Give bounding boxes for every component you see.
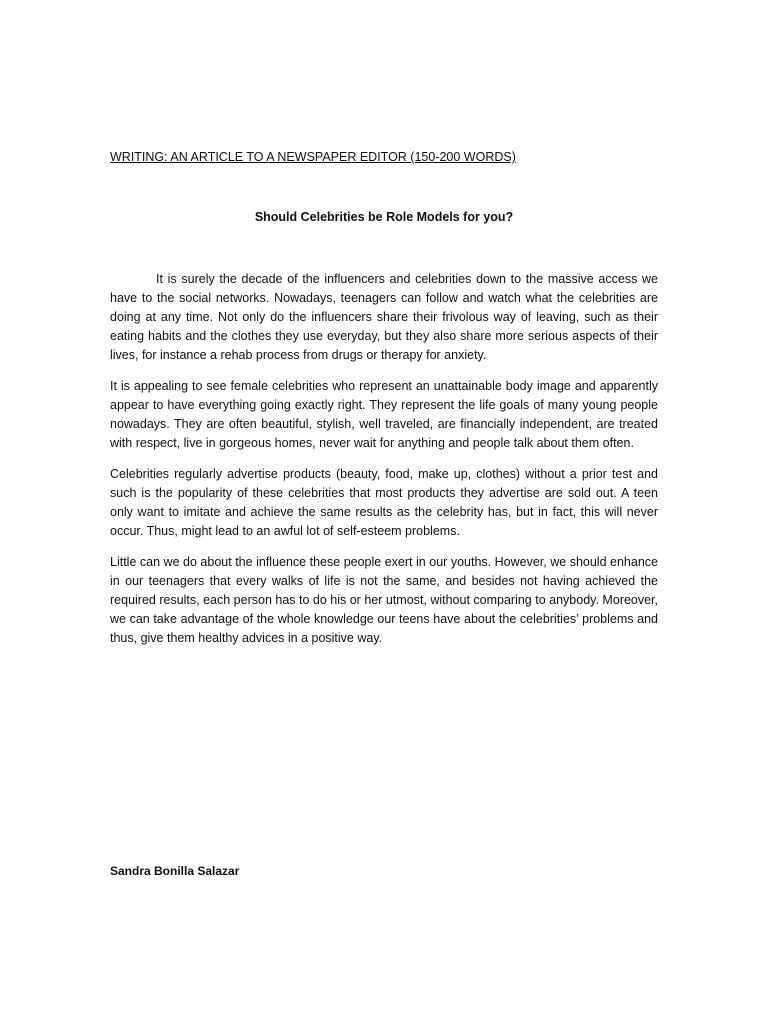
paragraph-1: It is surely the decade of the influencers and celebrities down to the massive access we have to the social networks. Nowadays, teenagers can follow and watch what the celebrities are doing at any time. Not only do the influencers share their frivolous way of leaving, such as their eating habits and the clothes they use everyday, but they also share more serious aspects of their lives, for instance a rehab process from drugs or therapy for anxiety. bbox=[110, 272, 658, 362]
paragraph-2: It is appealing to see female celebrities who represent an unattainable body image and apparently appear to have everything going exactly right. They represent the life goals of many young people nowadays. They are often beautiful, stylish, well traveled, are financially independent, are treated with respect, live in gorgeous homes, never wait for anything and people talk about them often. bbox=[110, 379, 658, 450]
assignment-heading: WRITING: AN ARTICLE TO A NEWSPAPER EDITOR (150-200 WORDS) bbox=[110, 150, 516, 164]
article-title: Should Celebrities be Role Models for you? bbox=[254, 210, 514, 224]
paragraph-3: Celebrities regularly advertise products (beauty, food, make up, clothes) without a prior test and such is the popularity of these celebrities that most products they advertise are sold out. A teen only want to imitate and achieve the same results as the celebrity has, but in fact, this will never occur. Thus, might lead to an awful lot of self-esteem problems. bbox=[110, 467, 658, 538]
article-body bbox=[110, 270, 658, 660]
author-signature: Sandra Bonilla Salazar bbox=[110, 864, 240, 878]
paragraph-4: Little can we do about the influence these people exert in our youths. However, we should enhance in our teenagers that every walks of life is not the same, and besides not having achieved the required results, each person has to do his or her utmost, without comparing to anybody. Moreover, we can take advantage of the whole knowledge our teens have about the celebrities’ problems and thus, give them healthy advices in a positive way. bbox=[110, 555, 658, 645]
